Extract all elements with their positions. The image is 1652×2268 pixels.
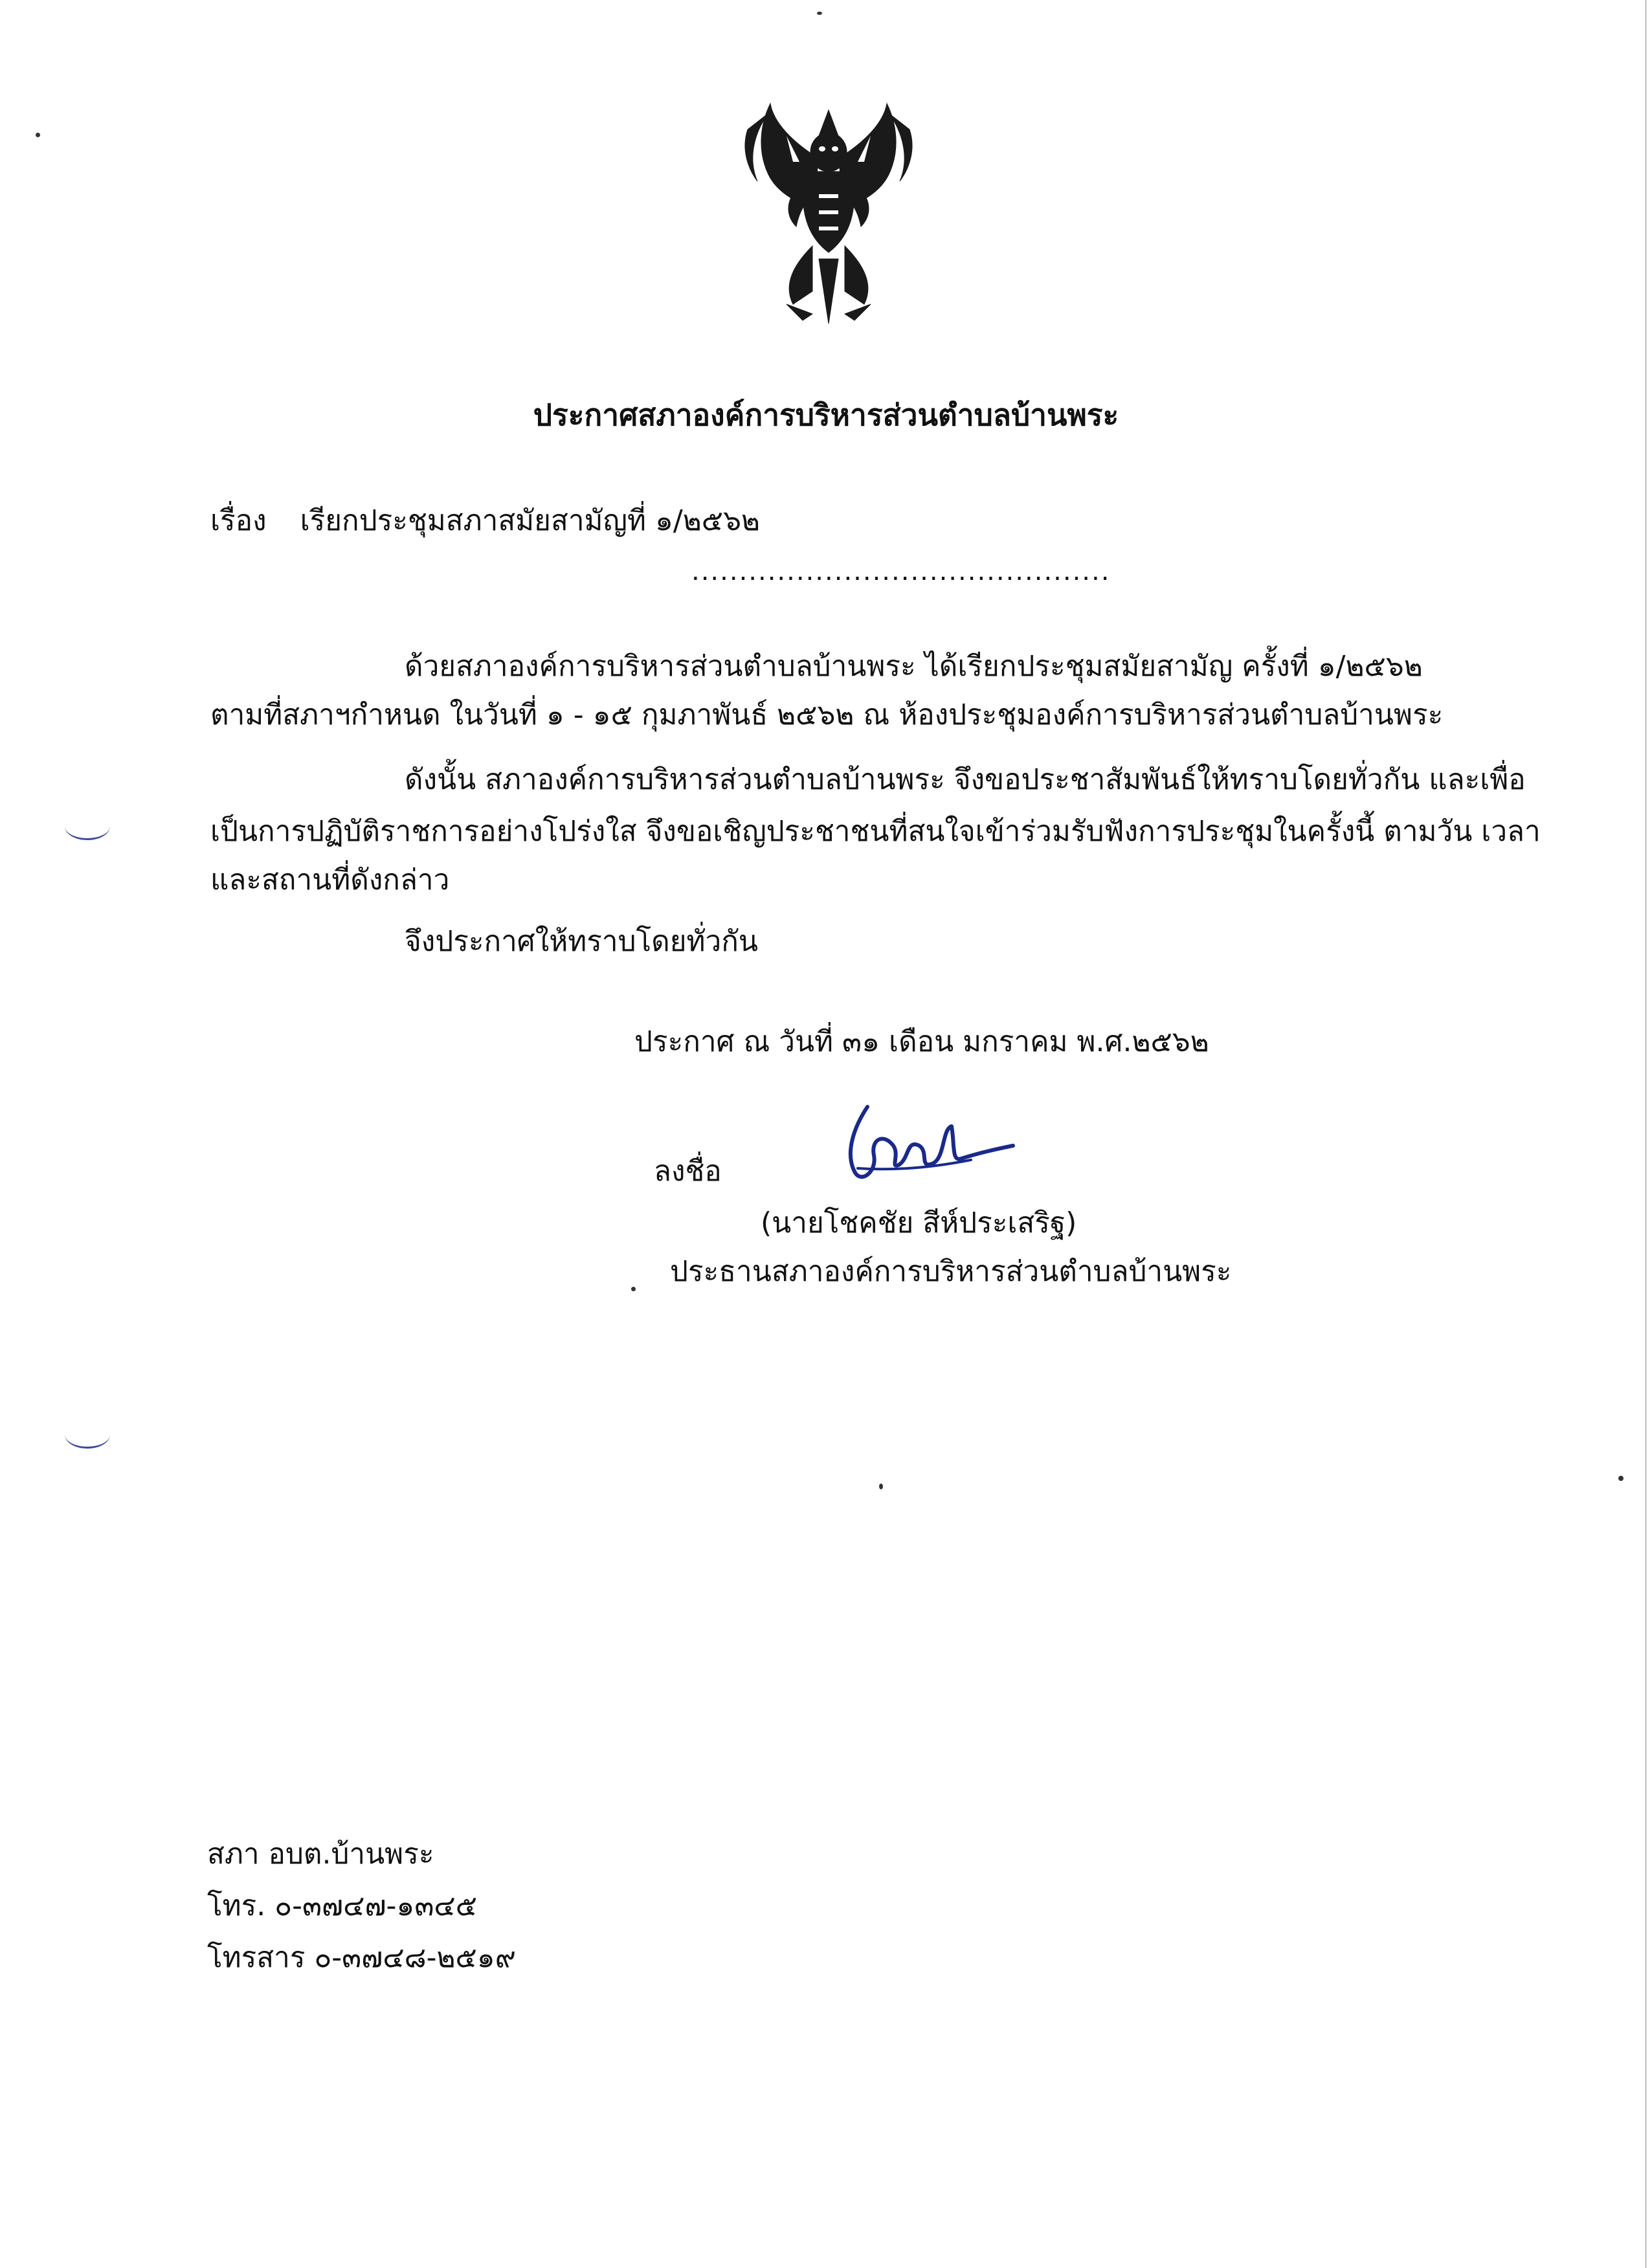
body-paragraph-2-line-2: เป็นการปฏิบัติราชการอย่างโปร่งใส จึงขอเชิญประชาชนที่สนใจเข้าร่วมรับฟังการประชุมในครั้งนี้ ตามวัน เวลา <box>210 815 1541 848</box>
body-paragraph-1-line-2: ตามที่สภาฯกำหนด ในวันที่ ๑ - ๑๕ กุมภาพันธ์ ๒๕๖๒ ณ ห้องประชุมองค์การบริหารส่วนตำบลบ้านพระ <box>210 698 1444 731</box>
handwritten-signature <box>822 1094 1016 1197</box>
scan-speck <box>817 12 822 15</box>
signatory-name: (นายโชคชัย สีห์ประเสริฐ) <box>761 1206 1077 1240</box>
garuda-icon <box>722 97 935 330</box>
subject-line <box>210 502 760 540</box>
punch-hole-mark <box>65 812 110 840</box>
separator-dots: ............................................ <box>691 557 1111 586</box>
scan-speck <box>879 1484 883 1489</box>
body-paragraph-2-line-1: ดังนั้น สภาองค์การบริหารส่วนตำบลบ้านพระ จึงขอประชาสัมพันธ์ให้ทราบโดยทั่วกัน และเพื่อ <box>405 763 1526 796</box>
body-paragraph-1-line-1: ด้วยสภาองค์การบริหารส่วนตำบลบ้านพระ ได้เรียกประชุมสมัยสามัญ ครั้งที่ ๑/๒๕๖๒ <box>405 650 1423 683</box>
contact-phone: โทร. ๐-๓๗๔๗-๑๓๔๕ <box>207 1889 478 1922</box>
signatory-position: ประธานสภาองค์การบริหารส่วนตำบลบ้านพระ <box>670 1255 1232 1288</box>
announcement-date: ประกาศ ณ วันที่ ๓๑ เดือน มกราคม พ.ศ.๒๕๖๒ <box>634 1025 1209 1058</box>
document-title: ประกาศสภาองค์การบริหารส่วนตำบลบ้านพระ <box>533 397 1119 432</box>
contact-fax: โทรสาร ๐-๓๗๔๘-๒๕๑๙ <box>207 1941 516 1974</box>
page-edge-line <box>1645 0 1647 2268</box>
body-paragraph-2-line-3: และสถานที่ดังกล่าว <box>210 863 450 896</box>
scan-speck <box>36 133 40 137</box>
signature-label: ลงชื่อ <box>654 1155 722 1188</box>
subject-text: เรียกประชุมสภาสมัยสามัญที่ ๑/๒๕๖๒ <box>300 504 760 537</box>
contact-org: สภา อบต.บ้านพระ <box>207 1838 434 1871</box>
scan-speck <box>631 1287 636 1291</box>
punch-hole-mark <box>65 1421 110 1449</box>
garuda-emblem <box>722 97 935 330</box>
scan-speck <box>1618 1476 1624 1481</box>
body-paragraph-3: จึงประกาศให้ทราบโดยทั่วกัน <box>405 925 758 958</box>
subject-label: เรื่อง <box>210 504 267 537</box>
